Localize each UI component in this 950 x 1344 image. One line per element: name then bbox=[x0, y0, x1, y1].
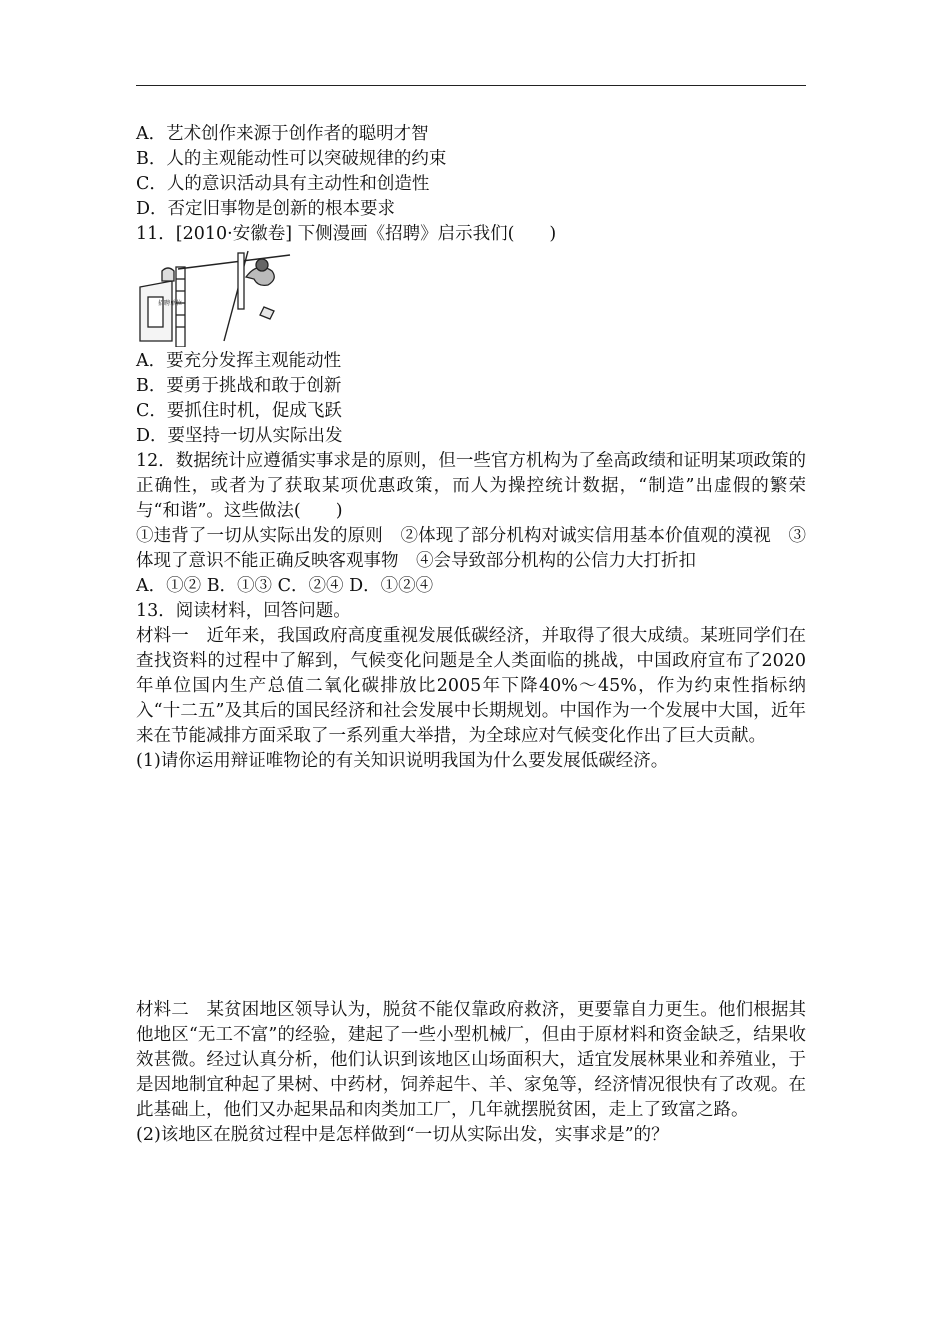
q13-stem: 13．阅读材料，回答问题。 bbox=[136, 601, 351, 621]
q13-material-1: 材料一 近年来，我国政府高度重视发展低碳经济，并取得了很大成绩。某班同学们在查找资料的过程中了解到，气候变化问题是全人类面临的挑战，中国政府宣布了2020年单位国内生产总值二氧化碳排放比2005年下降40%～45%，作为约束性指标纳入“十二五”及其后的国民经济和社会发展中长期规划。中国作为一个发展中大国，近年来在节能减排方面采取了一系列重大举措，为全球应对气候变化作出了巨大贡献。 bbox=[136, 626, 806, 746]
q12-options: A．①② B．①③ C．②④ D．①②④ bbox=[136, 576, 434, 596]
page-content bbox=[136, 122, 806, 1148]
q11-option-d: D．要坚持一切从实际出发 bbox=[136, 426, 343, 446]
q11-option-b: B．要勇于挑战和敢于创新 bbox=[136, 376, 342, 396]
q11-option-a: A．要充分发挥主观能动性 bbox=[136, 351, 342, 371]
cartoon-sign-text: 招聘单位 bbox=[158, 300, 183, 307]
q13-question-2: (2)该地区在脱贫过程中是怎样做到“一切从实际出发，实事求是”的？ bbox=[136, 1125, 669, 1145]
recruiter-figure bbox=[162, 268, 174, 281]
q11-option-c: C．要抓住时机，促成飞跃 bbox=[136, 401, 342, 421]
q12-statements: ①违背了一切从实际出发的原则 ②体现了部分机构对诚实信用基本价值观的漠视 ③体现了意识不能正确反映客观事物 ④会导致部分机构的公信力大打折扣 bbox=[136, 526, 806, 571]
q12-stem: 12．数据统计应遵循实事求是的原则，但一些官方机构为了垒高政绩和证明某项政策的正确性，或者为了获取某项优惠政策，而人为操控统计数据，“制造”出虚假的繁荣与“和谐”。这些做法( ) bbox=[136, 451, 806, 521]
q10-option-d: D．否定旧事物是创新的根本要求 bbox=[136, 199, 396, 219]
header-rule bbox=[136, 85, 806, 86]
q10-option-b: B．人的主观能动性可以突破规律的约束 bbox=[136, 149, 447, 169]
q10-option-c: C．人的意识活动具有主动性和创造性 bbox=[136, 174, 430, 194]
q10-option-a: A．艺术创作来源于创作者的聪明才智 bbox=[136, 124, 429, 144]
high-bar bbox=[178, 255, 290, 269]
q11-stem: 11．[2010·安徽卷] 下侧漫画《招聘》启示我们( ) bbox=[136, 224, 557, 244]
q13-material-2: 材料二 某贫困地区领导认为，脱贫不能仅靠政府救济，更要靠自力更生。他们根据其他地区“无工不富”的经验，建起了一些小型机械厂，但由于原材料和资金缺乏，结果收效甚微。经过认真分析，他们认识到该地区山场面积大，适宜发展林果业和养殖业，于是因地制宜种起了果树、中药材，饲养起牛、羊、家兔等，经济情况很快有了改观。在此基础上，他们又办起果品和肉类加工厂，几年就摆脱贫困，走上了致富之路。 bbox=[136, 1000, 806, 1120]
recruitment-cartoon bbox=[138, 249, 298, 347]
answer-space bbox=[136, 774, 806, 998]
q13-question-1: (1)请你运用辩证唯物论的有关知识说明我国为什么要发展低碳经济。 bbox=[136, 751, 669, 771]
